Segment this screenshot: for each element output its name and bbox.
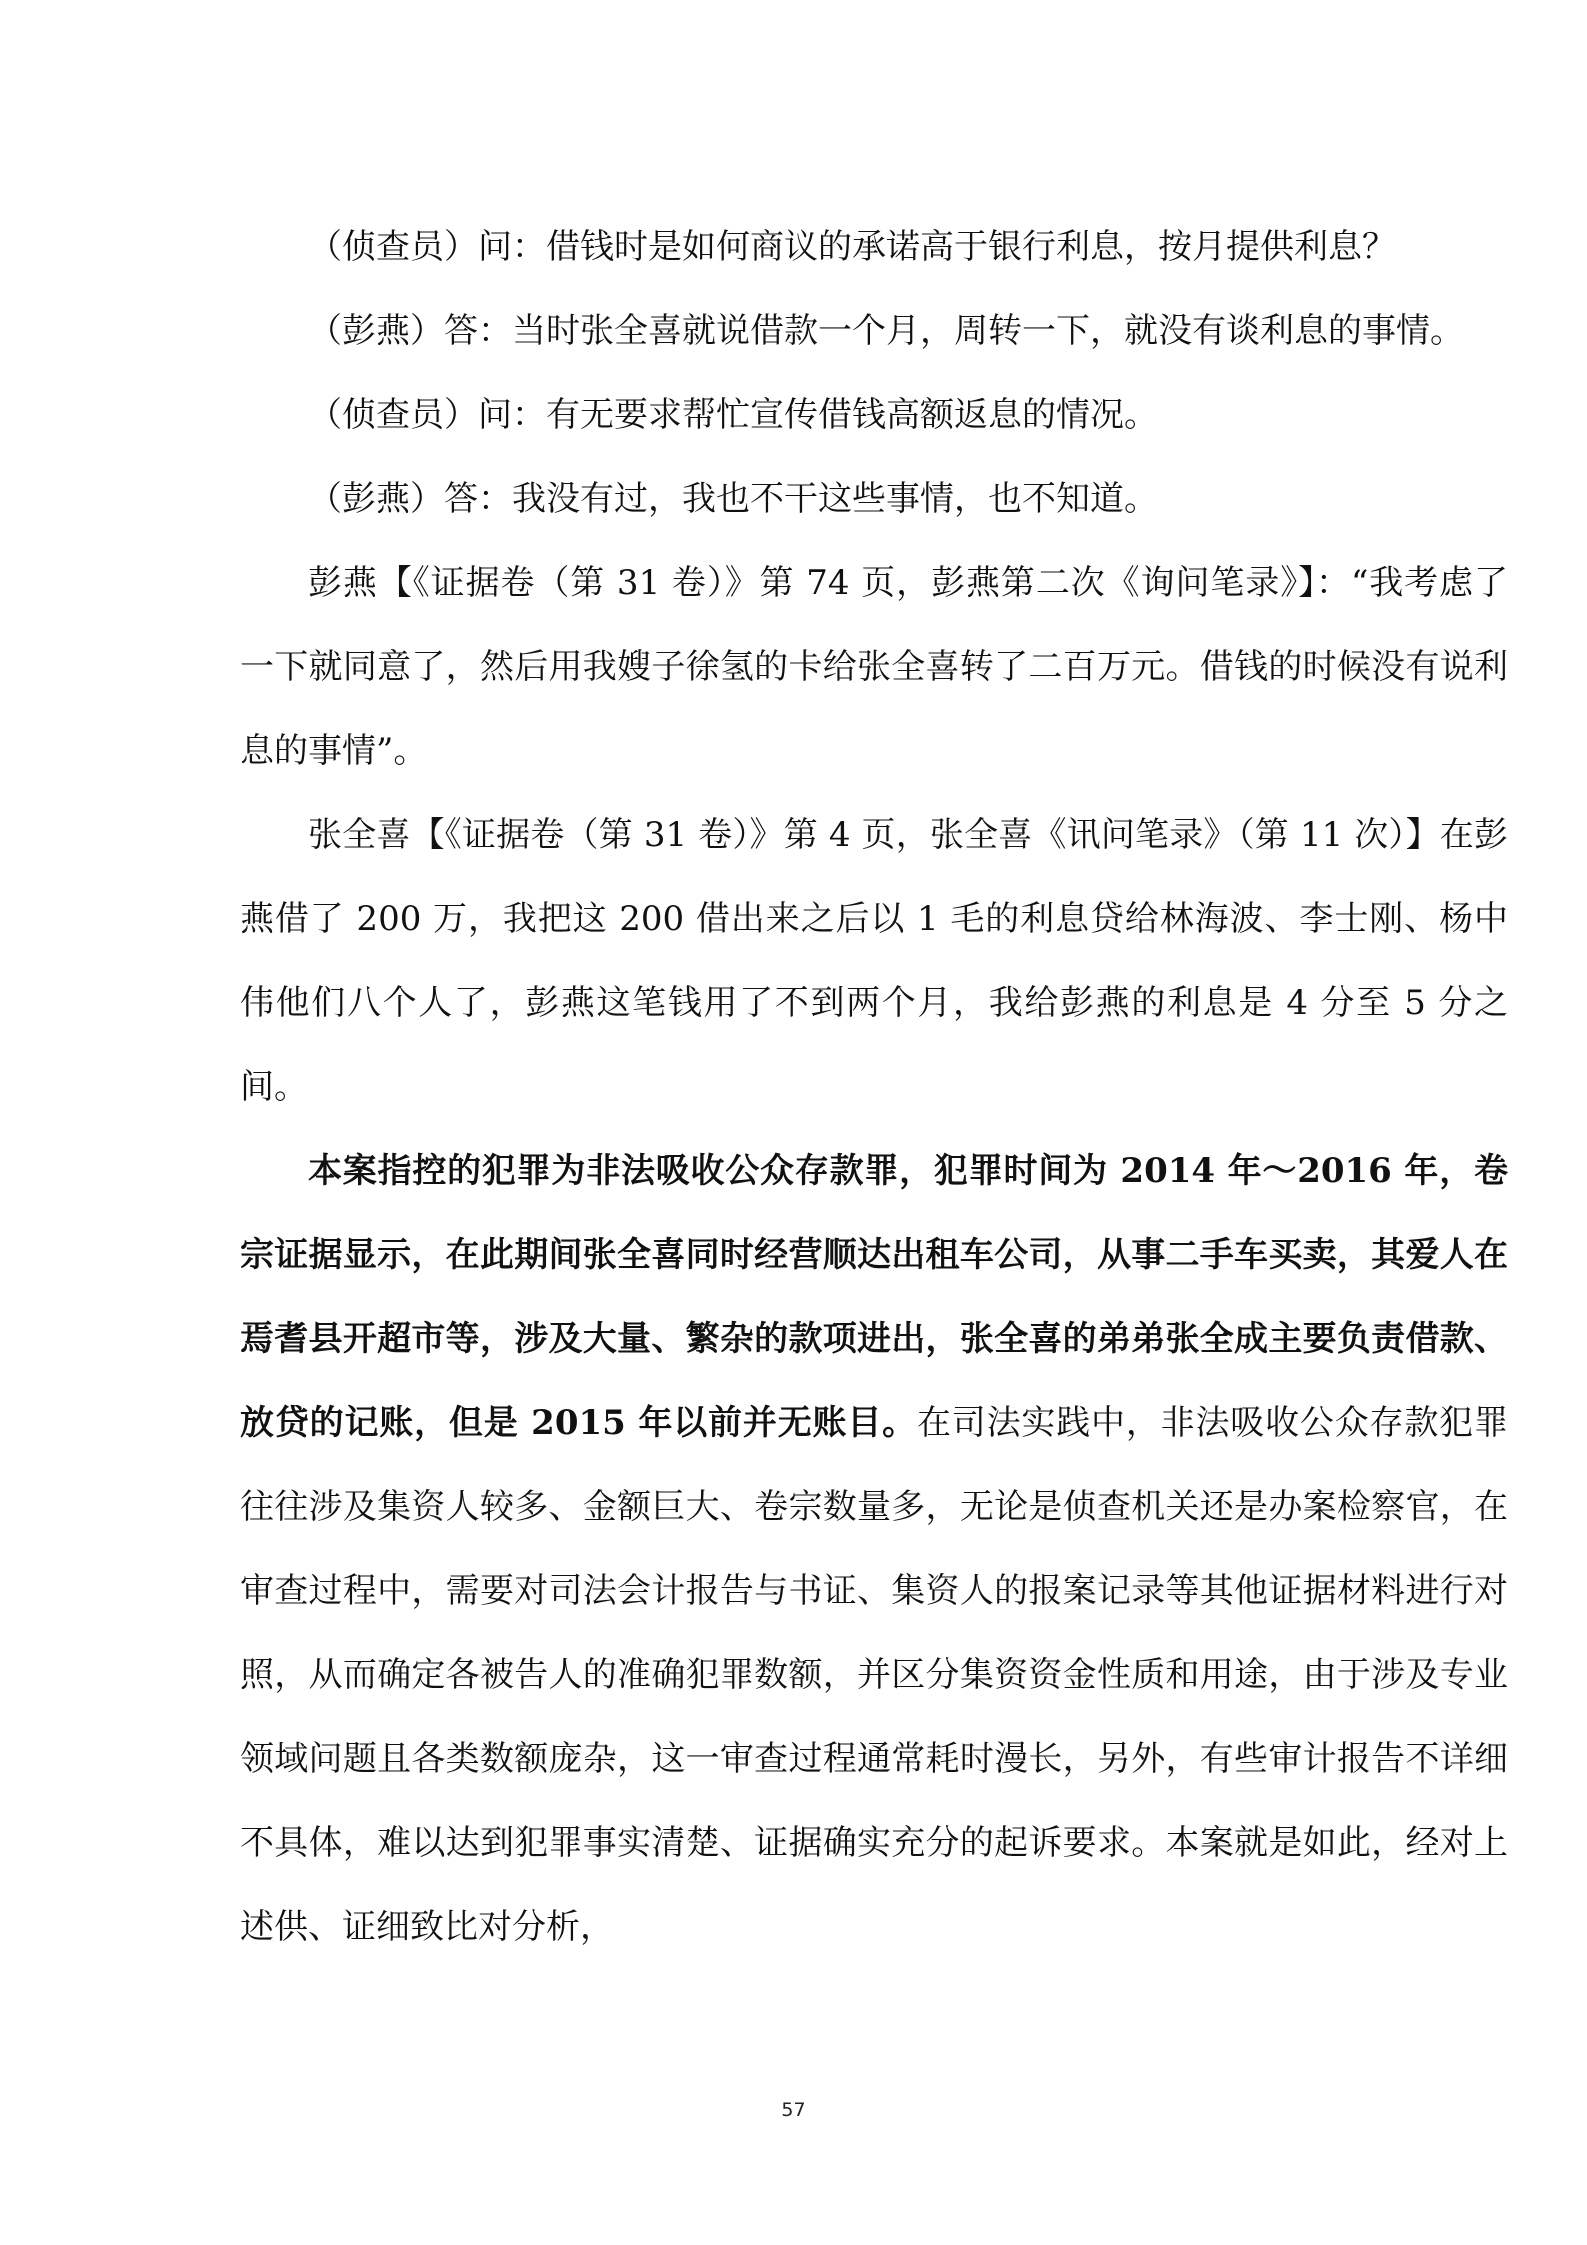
document-body	[240, 205, 1508, 1969]
paragraph-pengyan-answer-1: （彭燕）答：当时张全喜就说借款一个月，周转一下，就没有谈利息的事情。	[308, 311, 1464, 351]
case-analysis-body: 在司法实践中，非法吸收公众存款犯罪往往涉及集资人较多、金额巨大、卷宗数量多，无论是侦查机关还是办案检察官，在审查过程中，需要对司法会计报告与书证、集资人的报案记录等其他证据材料进行对照，从而确定各被告人的准确犯罪数额，并区分集资资金性质和用途，由于涉及专业领域问题且各类数额庞杂，这一审查过程通常耗时漫长，另外，有些审计报告不详细不具体，难以达到犯罪事实清楚、证据确实充分的起诉要求。本案就是如此，经对上述供、证细致比对分析，	[240, 1403, 1508, 1947]
paragraph-investigator-question-2: （侦查员）问：有无要求帮忙宣传借钱高额返息的情况。	[308, 395, 1158, 435]
page-number: 57	[781, 2099, 806, 2121]
case-analysis-bold-lead: 本案指控的犯罪为非法吸收公众存款罪，犯罪时间为 2014 年～2016 年，卷宗证据显示，在此期间张全喜同时经营顺达出租车公司，从事二手车买卖，其爱人在焉耆县开超市等，涉及大量、繁杂的款项进出，张全喜的弟弟张全成主要负责借款、放贷的记账，但是 2015 年以前并无账目。	[240, 1151, 1508, 1443]
paragraph-pengyan-record: 彭燕【《证据卷（第 31 卷）》第 74 页，彭燕第二次《询问笔录》】：“我考虑了一下就同意了，然后用我嫂子徐氢的卡给张全喜转了二百万元。借钱的时候没有说利息的事情”。	[240, 563, 1508, 771]
paragraph-pengyan-answer-2: （彭燕）答：我没有过，我也不干这些事情，也不知道。	[308, 479, 1158, 519]
paragraph-case-analysis	[240, 1129, 1508, 1969]
paragraph-zhangquanxi-record: 张全喜【《证据卷（第 31 卷）》第 4 页，张全喜《讯问笔录》（第 11 次）】在彭燕借了 200 万，我把这 200 借出来之后以 1 毛的利息贷给林海波、李士刚、杨中伟他们八个人了，彭燕这笔钱用了不到两个月，我给彭燕的利息是 4 分至 5 分之间。	[240, 815, 1508, 1107]
paragraph-investigator-question-1: （侦查员）问：借钱时是如何商议的承诺高于银行利息，按月提供利息？	[308, 227, 1396, 267]
